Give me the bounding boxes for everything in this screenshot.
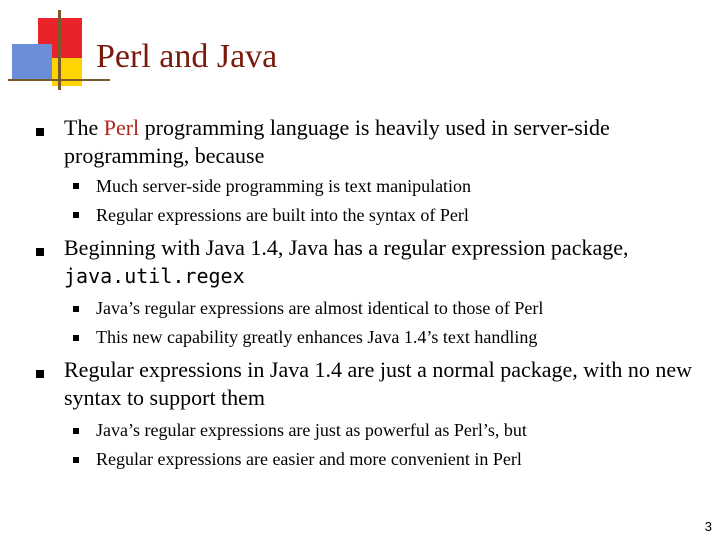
bullet-1-accent: Perl <box>103 115 140 140</box>
bullet-1-sub-2: Regular expressions are built into the syntax of Perl <box>96 205 469 225</box>
horizontal-line <box>8 79 110 81</box>
page-number: 3 <box>704 519 712 534</box>
sub-bullet-marker <box>73 428 79 434</box>
bullet-marker <box>36 248 44 256</box>
yellow-square <box>52 58 82 86</box>
sub-bullet-marker <box>73 335 79 341</box>
bullet-2-main: Beginning with Java 1.4, Java has a regular expression package, <box>64 235 629 260</box>
bullet-2-code: java.util.regex <box>64 264 245 288</box>
slide-title: Perl and Java <box>96 38 278 75</box>
blue-square <box>12 44 52 80</box>
bullet-1-sub-1: Much server-side programming is text manipulation <box>96 176 472 196</box>
bullet-3-sub-1: Java’s regular expressions are just as powerful as Perl’s, but <box>96 420 527 440</box>
bullet-3-sub-2: Regular expressions are easier and more convenient in Perl <box>96 449 522 469</box>
bullet-2-text <box>64 234 694 290</box>
bullet-2-sub-2: This new capability greatly enhances Java 1.4’s text handling <box>96 327 538 347</box>
sub-bullet-marker <box>73 212 79 218</box>
bullet-marker <box>36 370 44 378</box>
sub-bullet-marker <box>73 306 79 312</box>
bullet-3-text: Regular expressions in Java 1.4 are just a normal package, with no new syntax to support them <box>64 357 693 410</box>
sub-bullet-marker <box>73 183 79 189</box>
bullet-1-pre: The <box>64 115 104 140</box>
bullet-1-text <box>64 114 694 170</box>
slide-logo-decoration <box>0 0 110 90</box>
sub-bullet-marker <box>73 457 79 463</box>
bullet-marker <box>36 128 44 136</box>
vertical-line <box>58 10 61 90</box>
bullet-2-sub-1: Java’s regular expressions are almost identical to those of Perl <box>96 298 544 318</box>
bullet-1-post: programming language is heavily used in server-side programming, because <box>64 115 610 168</box>
